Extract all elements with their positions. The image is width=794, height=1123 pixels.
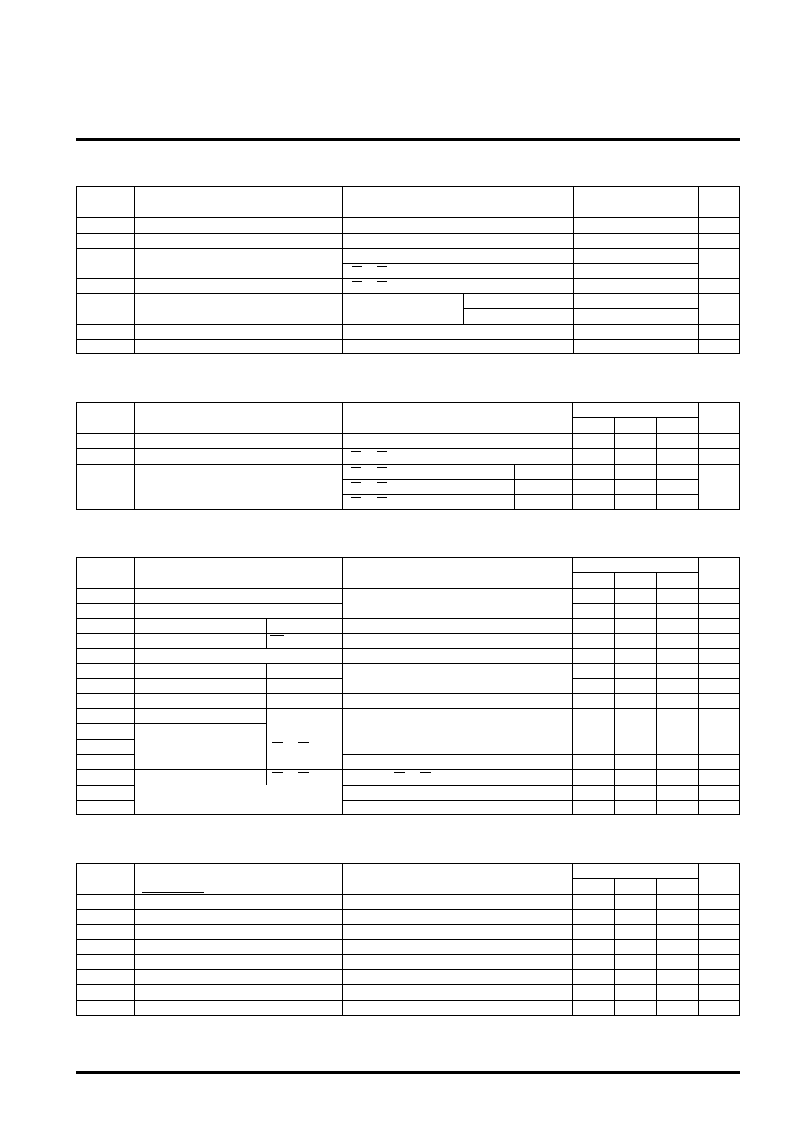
header-rule (76, 138, 740, 141)
table-4 (76, 863, 740, 1018)
table-3 (76, 557, 740, 817)
table-2 (76, 402, 740, 512)
table-1 (76, 186, 740, 356)
footer-rule (76, 1071, 740, 1074)
